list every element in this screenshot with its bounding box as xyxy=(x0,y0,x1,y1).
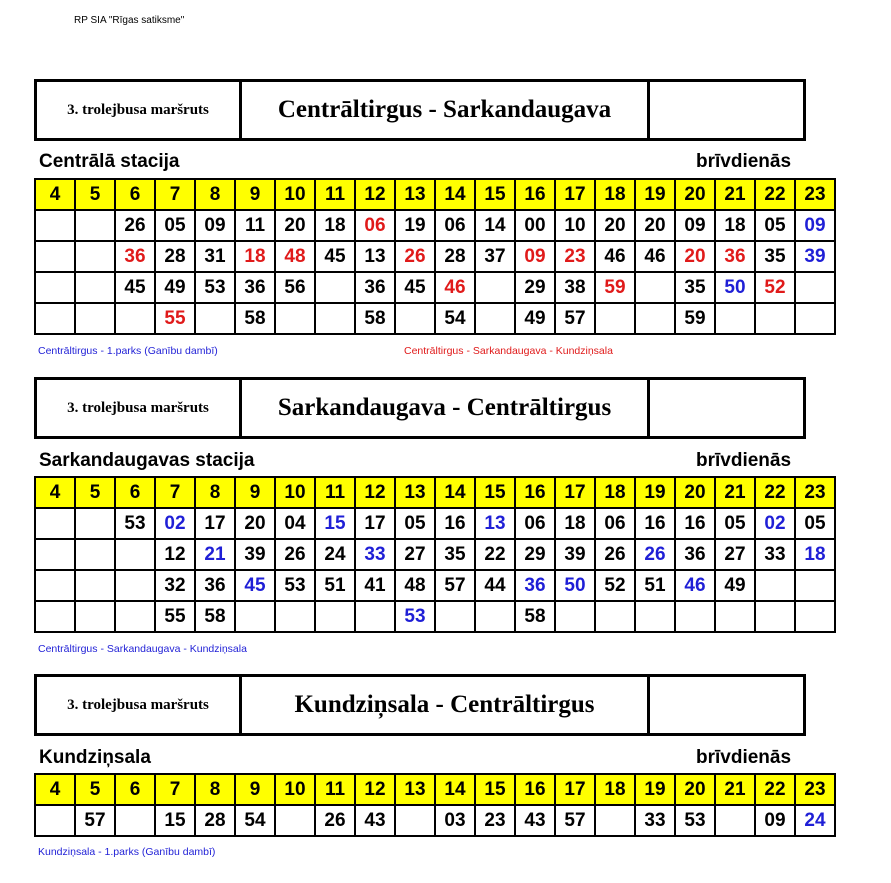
minute-cell: 50 xyxy=(555,570,595,601)
minute-cell: 16 xyxy=(435,508,475,539)
minute-cell: 17 xyxy=(355,508,395,539)
hour-cell: 9 xyxy=(235,179,275,210)
minute-cell: 55 xyxy=(155,303,195,334)
hour-cell: 16 xyxy=(515,774,555,805)
hour-cell: 9 xyxy=(235,774,275,805)
minute-cell: 50 xyxy=(715,272,755,303)
minute-cell: 05 xyxy=(755,210,795,241)
hour-cell: 7 xyxy=(155,774,195,805)
hour-cell: 15 xyxy=(475,179,515,210)
minute-cell: 00 xyxy=(515,210,555,241)
minute-cell xyxy=(75,241,115,272)
hour-cell: 12 xyxy=(355,774,395,805)
minute-cell: 22 xyxy=(475,539,515,570)
route-label: 3. trolejbusa maršruts xyxy=(37,82,242,138)
minute-cell: 09 xyxy=(195,210,235,241)
hour-cell: 8 xyxy=(195,774,235,805)
minute-cell: 27 xyxy=(395,539,435,570)
hour-cell: 23 xyxy=(795,477,835,508)
minute-cell: 59 xyxy=(595,272,635,303)
minute-cell: 05 xyxy=(795,508,835,539)
hour-cell: 6 xyxy=(115,774,155,805)
minute-cell xyxy=(75,539,115,570)
minute-cell: 20 xyxy=(595,210,635,241)
minute-cell: 37 xyxy=(475,241,515,272)
minute-cell: 09 xyxy=(755,805,795,836)
minute-cell: 26 xyxy=(595,539,635,570)
minute-cell: 52 xyxy=(595,570,635,601)
minute-cell xyxy=(75,601,115,632)
minute-cell xyxy=(475,272,515,303)
minute-cell xyxy=(315,272,355,303)
hour-cell: 19 xyxy=(635,774,675,805)
hour-cell: 4 xyxy=(35,774,75,805)
note-blue: Kundziņsala - 1.parks (Ganību dambī) xyxy=(38,846,216,858)
minute-cell xyxy=(475,601,515,632)
minute-cell: 31 xyxy=(195,241,235,272)
minute-cell: 18 xyxy=(555,508,595,539)
minute-cell xyxy=(75,303,115,334)
minute-cell xyxy=(75,570,115,601)
minute-cell: 13 xyxy=(475,508,515,539)
minute-cell: 24 xyxy=(795,805,835,836)
minute-cell: 51 xyxy=(635,570,675,601)
minute-cell xyxy=(35,508,75,539)
minute-cell: 24 xyxy=(315,539,355,570)
minute-cell xyxy=(795,570,835,601)
hour-cell: 20 xyxy=(675,477,715,508)
banner-blank xyxy=(650,82,803,138)
hour-cell: 11 xyxy=(315,477,355,508)
minute-cell: 18 xyxy=(795,539,835,570)
minute-cell: 29 xyxy=(515,272,555,303)
hour-cell: 12 xyxy=(355,179,395,210)
minute-cell xyxy=(115,539,155,570)
hour-cell: 9 xyxy=(235,477,275,508)
minute-cell xyxy=(35,303,75,334)
minute-cell: 52 xyxy=(755,272,795,303)
day-type: brīvdienās xyxy=(696,151,792,172)
minute-cell xyxy=(635,601,675,632)
hour-cell: 11 xyxy=(315,179,355,210)
minute-cell: 41 xyxy=(355,570,395,601)
hour-cell: 14 xyxy=(435,179,475,210)
minute-cell xyxy=(275,303,315,334)
minute-cell xyxy=(795,272,835,303)
minute-cell: 43 xyxy=(515,805,555,836)
route-banner-1 xyxy=(34,79,806,141)
minute-cell: 48 xyxy=(275,241,315,272)
route-label: 3. trolejbusa maršruts xyxy=(37,380,242,436)
route-label: 3. trolejbusa maršruts xyxy=(37,677,242,733)
hour-cell: 21 xyxy=(715,477,755,508)
hour-cell: 5 xyxy=(75,774,115,805)
banner-blank xyxy=(650,380,803,436)
minute-cell xyxy=(235,601,275,632)
minute-cell: 32 xyxy=(155,570,195,601)
minute-cell: 05 xyxy=(715,508,755,539)
minute-cell: 38 xyxy=(555,272,595,303)
minute-cell: 28 xyxy=(155,241,195,272)
minute-cell: 16 xyxy=(635,508,675,539)
minute-cell: 36 xyxy=(515,570,555,601)
minute-cell: 35 xyxy=(755,241,795,272)
minute-cell: 10 xyxy=(555,210,595,241)
route-name: Kundziņsala - Centrāltirgus xyxy=(242,677,650,733)
hour-cell: 19 xyxy=(635,179,675,210)
minute-cell: 57 xyxy=(555,805,595,836)
minute-cell xyxy=(35,210,75,241)
timetable-3 xyxy=(34,773,836,837)
hour-cell: 23 xyxy=(795,774,835,805)
minute-cell: 53 xyxy=(195,272,235,303)
hour-cell: 13 xyxy=(395,477,435,508)
minute-cell: 43 xyxy=(355,805,395,836)
minute-cell xyxy=(275,601,315,632)
minute-cell: 06 xyxy=(435,210,475,241)
minute-cell: 45 xyxy=(315,241,355,272)
hour-cell: 7 xyxy=(155,179,195,210)
minute-cell: 59 xyxy=(675,303,715,334)
minute-cell: 23 xyxy=(555,241,595,272)
minute-cell: 53 xyxy=(275,570,315,601)
minute-cell xyxy=(435,601,475,632)
minute-cell: 19 xyxy=(395,210,435,241)
hour-cell: 15 xyxy=(475,477,515,508)
minute-cell: 26 xyxy=(395,241,435,272)
stop-name: Centrālā stacija xyxy=(39,151,180,172)
hour-cell: 14 xyxy=(435,477,475,508)
hour-cell: 6 xyxy=(115,477,155,508)
minute-cell: 09 xyxy=(515,241,555,272)
minute-cell: 54 xyxy=(435,303,475,334)
minute-cell xyxy=(35,601,75,632)
minute-cell: 15 xyxy=(315,508,355,539)
minute-cell: 48 xyxy=(395,570,435,601)
hour-cell: 6 xyxy=(115,179,155,210)
minute-cell xyxy=(115,805,155,836)
minute-cell: 45 xyxy=(395,272,435,303)
minute-cell: 46 xyxy=(675,570,715,601)
hour-cell: 13 xyxy=(395,179,435,210)
minute-cell xyxy=(275,805,315,836)
hour-cell: 18 xyxy=(595,774,635,805)
minute-cell: 20 xyxy=(235,508,275,539)
route-name: Sarkandaugava - Centrāltirgus xyxy=(242,380,650,436)
hour-cell: 22 xyxy=(755,774,795,805)
route-banner-2 xyxy=(34,377,806,439)
minute-cell: 18 xyxy=(315,210,355,241)
minute-cell: 17 xyxy=(195,508,235,539)
minute-cell: 45 xyxy=(115,272,155,303)
minute-cell: 26 xyxy=(315,805,355,836)
minute-cell xyxy=(115,303,155,334)
hour-cell: 20 xyxy=(675,179,715,210)
minute-cell xyxy=(595,303,635,334)
minute-cell: 46 xyxy=(435,272,475,303)
hour-cell: 21 xyxy=(715,179,755,210)
minute-cell: 57 xyxy=(555,303,595,334)
minute-cell xyxy=(35,539,75,570)
minute-cell xyxy=(715,303,755,334)
hour-cell: 17 xyxy=(555,179,595,210)
minute-cell: 36 xyxy=(235,272,275,303)
minute-cell: 58 xyxy=(235,303,275,334)
minute-cell: 58 xyxy=(195,601,235,632)
hour-cell: 23 xyxy=(795,179,835,210)
minute-cell: 06 xyxy=(355,210,395,241)
minute-cell xyxy=(755,303,795,334)
minute-cell xyxy=(795,601,835,632)
minute-cell: 49 xyxy=(155,272,195,303)
minute-cell: 04 xyxy=(275,508,315,539)
note-blue: Centrāltirgus - 1.parks (Ganību dambī) xyxy=(38,345,218,357)
company-name: RP SIA "Rīgas satiksme" xyxy=(74,15,185,26)
minute-cell xyxy=(635,272,675,303)
minute-cell: 53 xyxy=(675,805,715,836)
hour-cell: 13 xyxy=(395,774,435,805)
minute-cell: 49 xyxy=(515,303,555,334)
minute-cell: 28 xyxy=(195,805,235,836)
minute-cell xyxy=(475,303,515,334)
minute-cell: 39 xyxy=(235,539,275,570)
minute-cell: 35 xyxy=(675,272,715,303)
minute-cell: 36 xyxy=(675,539,715,570)
minute-cell: 20 xyxy=(675,241,715,272)
minute-cell: 28 xyxy=(435,241,475,272)
hour-cell: 14 xyxy=(435,774,475,805)
minute-cell: 53 xyxy=(115,508,155,539)
minute-cell xyxy=(555,601,595,632)
minute-cell xyxy=(315,303,355,334)
minute-cell: 33 xyxy=(755,539,795,570)
minute-cell: 18 xyxy=(715,210,755,241)
minute-cell: 58 xyxy=(355,303,395,334)
hour-cell: 20 xyxy=(675,774,715,805)
minute-cell: 33 xyxy=(635,805,675,836)
minute-cell: 39 xyxy=(555,539,595,570)
minute-cell: 09 xyxy=(675,210,715,241)
day-type: brīvdienās xyxy=(696,747,792,768)
hour-cell: 10 xyxy=(275,477,315,508)
minute-cell: 26 xyxy=(115,210,155,241)
minute-cell: 39 xyxy=(795,241,835,272)
minute-cell: 46 xyxy=(595,241,635,272)
minute-cell: 33 xyxy=(355,539,395,570)
minute-cell: 49 xyxy=(715,570,755,601)
day-type: brīvdienās xyxy=(696,450,792,471)
hour-cell: 8 xyxy=(195,179,235,210)
banner-blank xyxy=(650,677,803,733)
minute-cell: 26 xyxy=(635,539,675,570)
hour-cell: 4 xyxy=(35,179,75,210)
minute-cell: 44 xyxy=(475,570,515,601)
minute-cell: 05 xyxy=(155,210,195,241)
minute-cell: 26 xyxy=(275,539,315,570)
minute-cell: 23 xyxy=(475,805,515,836)
minute-cell: 16 xyxy=(675,508,715,539)
minute-cell: 53 xyxy=(395,601,435,632)
minute-cell xyxy=(35,272,75,303)
minute-cell xyxy=(75,210,115,241)
minute-cell: 36 xyxy=(355,272,395,303)
minute-cell xyxy=(35,570,75,601)
minute-cell: 14 xyxy=(475,210,515,241)
minute-cell: 02 xyxy=(155,508,195,539)
minute-cell: 20 xyxy=(635,210,675,241)
minute-cell xyxy=(75,508,115,539)
minute-cell: 06 xyxy=(595,508,635,539)
timetable-2 xyxy=(34,476,836,633)
minute-cell xyxy=(755,570,795,601)
minute-cell: 02 xyxy=(755,508,795,539)
minute-cell: 46 xyxy=(635,241,675,272)
stop-name: Sarkandaugavas stacija xyxy=(39,450,255,471)
route-banner-3 xyxy=(34,674,806,736)
route-name: Centrāltirgus - Sarkandaugava xyxy=(242,82,650,138)
minute-cell xyxy=(755,601,795,632)
minute-cell: 56 xyxy=(275,272,315,303)
minute-cell: 29 xyxy=(515,539,555,570)
minute-cell xyxy=(715,601,755,632)
minute-cell xyxy=(595,805,635,836)
minute-cell: 09 xyxy=(795,210,835,241)
minute-cell xyxy=(595,601,635,632)
minute-cell xyxy=(315,601,355,632)
hour-cell: 17 xyxy=(555,477,595,508)
hour-cell: 21 xyxy=(715,774,755,805)
hour-cell: 11 xyxy=(315,774,355,805)
minute-cell: 27 xyxy=(715,539,755,570)
hour-cell: 22 xyxy=(755,179,795,210)
minute-cell xyxy=(795,303,835,334)
hour-cell: 18 xyxy=(595,477,635,508)
hour-cell: 19 xyxy=(635,477,675,508)
minute-cell xyxy=(635,303,675,334)
minute-cell: 06 xyxy=(515,508,555,539)
minute-cell xyxy=(715,805,755,836)
note-red: Centrāltirgus - Sarkandaugava - Kundziņsala xyxy=(404,345,613,357)
minute-cell xyxy=(395,303,435,334)
minute-cell: 11 xyxy=(235,210,275,241)
hour-cell: 10 xyxy=(275,774,315,805)
minute-cell: 15 xyxy=(155,805,195,836)
hour-cell: 5 xyxy=(75,179,115,210)
note-blue: Centrāltirgus - Sarkandaugava - Kundziņsala xyxy=(38,643,247,655)
minute-cell: 58 xyxy=(515,601,555,632)
minute-cell: 36 xyxy=(715,241,755,272)
minute-cell xyxy=(75,272,115,303)
stop-name: Kundziņsala xyxy=(39,747,151,768)
minute-cell xyxy=(195,303,235,334)
minute-cell: 57 xyxy=(435,570,475,601)
minute-cell: 03 xyxy=(435,805,475,836)
minute-cell xyxy=(395,805,435,836)
minute-cell xyxy=(115,570,155,601)
hour-cell: 12 xyxy=(355,477,395,508)
hour-cell: 22 xyxy=(755,477,795,508)
hour-cell: 16 xyxy=(515,179,555,210)
hour-cell: 16 xyxy=(515,477,555,508)
minute-cell: 45 xyxy=(235,570,275,601)
hour-cell: 4 xyxy=(35,477,75,508)
minute-cell: 57 xyxy=(75,805,115,836)
hour-cell: 15 xyxy=(475,774,515,805)
minute-cell: 36 xyxy=(115,241,155,272)
minute-cell: 13 xyxy=(355,241,395,272)
minute-cell: 20 xyxy=(275,210,315,241)
minute-cell xyxy=(355,601,395,632)
hour-cell: 17 xyxy=(555,774,595,805)
hour-cell: 8 xyxy=(195,477,235,508)
minute-cell: 05 xyxy=(395,508,435,539)
hour-cell: 5 xyxy=(75,477,115,508)
minute-cell xyxy=(35,241,75,272)
minute-cell xyxy=(115,601,155,632)
minute-cell: 36 xyxy=(195,570,235,601)
minute-cell: 35 xyxy=(435,539,475,570)
hour-cell: 7 xyxy=(155,477,195,508)
minute-cell: 12 xyxy=(155,539,195,570)
minute-cell: 21 xyxy=(195,539,235,570)
minute-cell: 54 xyxy=(235,805,275,836)
minute-cell xyxy=(35,805,75,836)
hour-cell: 18 xyxy=(595,179,635,210)
minute-cell: 18 xyxy=(235,241,275,272)
minute-cell: 51 xyxy=(315,570,355,601)
minute-cell: 55 xyxy=(155,601,195,632)
minute-cell xyxy=(675,601,715,632)
timetable-1 xyxy=(34,178,836,335)
hour-cell: 10 xyxy=(275,179,315,210)
